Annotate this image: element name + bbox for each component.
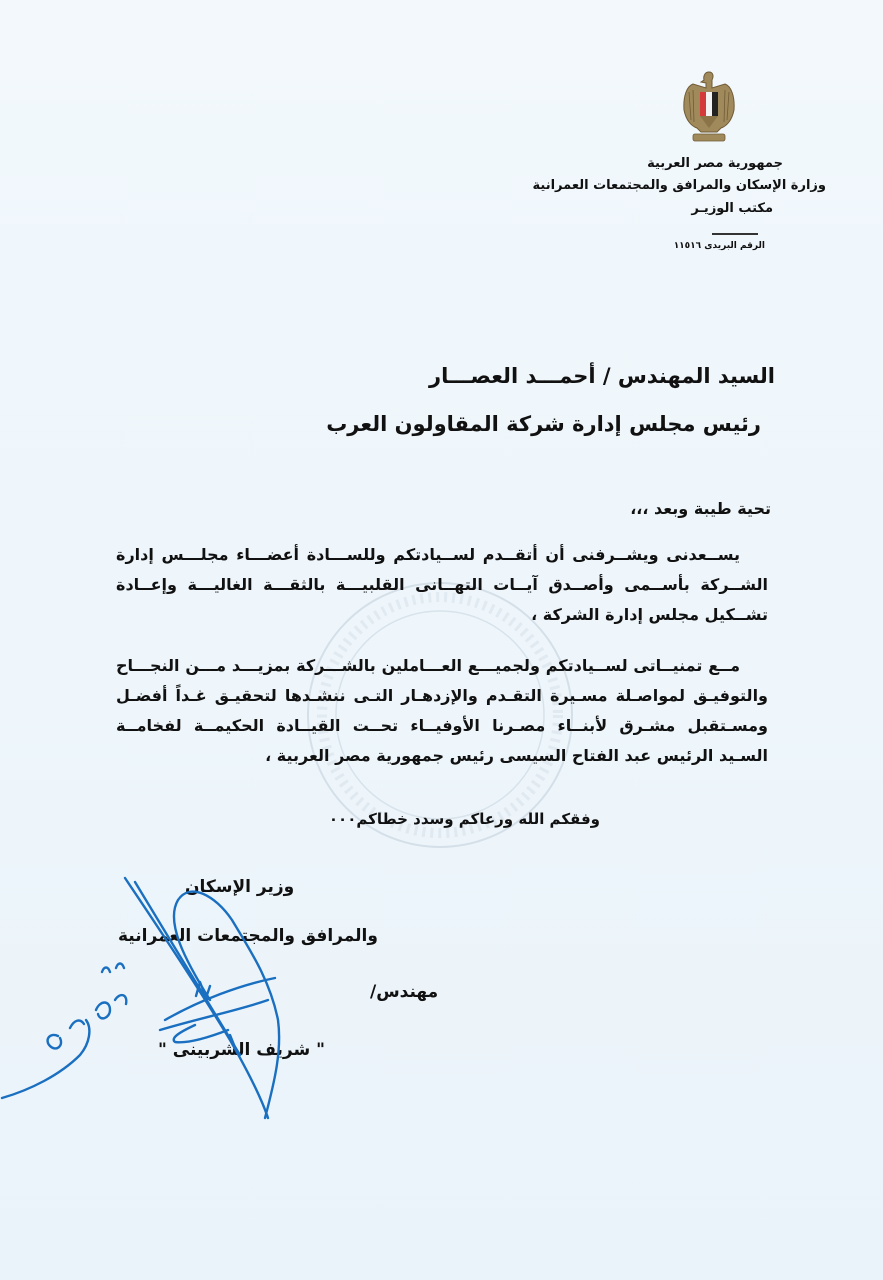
paragraph-congratulations: يســعدنى ويشــرفنى أن أتقــدم لســيادتكم وللســـادة أعضـــاء مجلـــس إدارة الشــركة بأســمى وأصــدق آيــات التهــانى القلبيـــة بالثقـــة الغاليـــة وإعــادة تشــكيل مجلس إدارة الشركة ، xyxy=(116,545,768,624)
paragraph-wishes: مــع تمنيــاتى لســيادتكم ولجميـــع العـــاملين بالشـــركة بمزيـــد مـــن النجـــاح والتوفيـق لمواصـلة مسـيرة التقـدم والإزدهـار التـى ننشـدها لتحقيـق غـداً أفضـل ومسـتقبل مشـرق لأبنــاء مصـرنا الأوفيــاء تحــت القيــادة الحكيمــة لفخامــة السـيد الرئيس عبد الفتاح السيسى رئيس جمهورية مصر العربية ، xyxy=(116,656,768,765)
closing-line: وفقكم الله ورعاكم وسدد خطاكم٠٠٠ xyxy=(328,810,600,828)
signatory-prefix: مهندس/ xyxy=(370,982,439,1002)
addressee-title: رئيس مجلس إدارة شركة المقاولون العرب xyxy=(326,412,761,436)
signatory-title-line2: والمرافق والمجتمعات العمرانية xyxy=(118,926,378,946)
letterhead-office: مكتب الوزيـر xyxy=(691,201,773,216)
signatory-name: " شريف الشربينى " xyxy=(158,1040,325,1060)
letterhead-country: جمهورية مصر العربية xyxy=(647,156,783,171)
letterhead-postal-code: الرقم البريدى ١١٥١٦ xyxy=(673,241,765,251)
greeting: تحية طيبة وبعد ،،، xyxy=(630,499,771,518)
signatory-title-line1: وزير الإسكان xyxy=(185,877,295,897)
letterhead-ministry: وزارة الإسكان والمرافق والمجتمعات العمرانية xyxy=(532,178,826,193)
eagle-emblem-icon xyxy=(679,70,739,148)
handwritten-signature xyxy=(0,860,560,1120)
letterhead-divider xyxy=(712,233,758,235)
addressee-name: السيد المهندس / أحمـــد العصـــار xyxy=(429,364,775,388)
